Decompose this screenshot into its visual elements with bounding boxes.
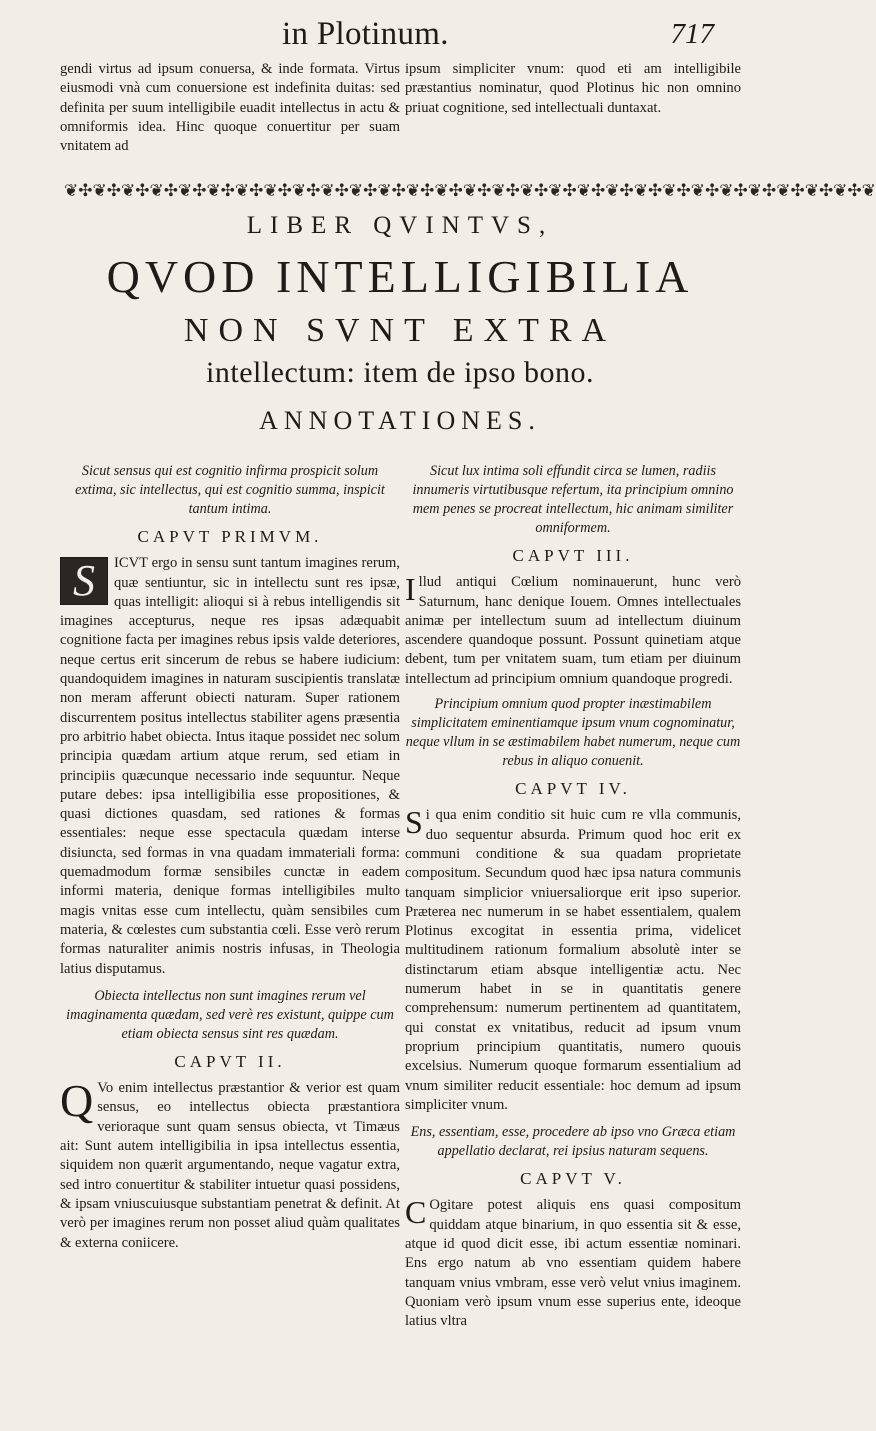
decorated-initial: S: [60, 557, 108, 605]
top-right-text: ipsum simpliciter vnum: quod eti am intelligibile præstantius nominatur, quod Plotinus hic non omnino priuat cognitione, sed intellectuali duntaxat.: [405, 61, 741, 116]
chapter-text: llud antiqui Cœlium nominauerunt, hunc verò Saturnum, hanc denique Iouem. Omnes intellectuales animæ per intellectum suum ad intellectum diuinum ascendere quandoque possunt. Possunt quinetiam atque debent, tum per vnitatem suam, tum etiam per diuinum intellectum ad principium omnium quandoque progredi.: [405, 574, 741, 687]
top-left-text: gendi virtus ad ipsum conuersa, & inde formata. Virtus eiusmodi vnà cum conuersione est indefinita duitas: sed definita per suum intelligibile euadit intellectus in actu & omniformis idea. Hinc quoque conuertitur per suam vnitatem ad: [60, 61, 400, 155]
argument-note: Ens, essentiam, esse, procedere ab ipso vno Græca etiam appellatio declarat, rei ipsius naturam sequens.: [410, 1124, 736, 1160]
chapter-heading: CAPVT V.: [520, 1169, 626, 1189]
chapter-heading: CAPVT PRIMVM.: [137, 527, 323, 546]
argument-note: Sicut sensus qui est cognitio infirma prospicit solum extima, sic intellectus, qui est cognitio summa, inspicit tantum intima.: [75, 463, 385, 517]
chapter-heading: CAPVT III.: [512, 546, 634, 565]
chapter-paragraph: [60, 1075, 400, 1253]
page-header: [0, 14, 800, 58]
chapter-paragraph: [405, 573, 741, 689]
annotationes-heading: ANNOTATIONES.: [259, 406, 541, 435]
main-title-line-3: intellectum: item de ipso bono.: [206, 356, 594, 389]
chapter-paragraph: [405, 1196, 741, 1331]
chapter-text: ICVT ergo in sensu sunt tantum imagines rerum, quæ sentiuntur, sic in intellectu sunt res ipsæ, quas intelligit: alioqui si à rebus intelligendis sit imagines accepturus, neque res ipsas adæquabit cognitione facta per imagines rebus ipsis valde deteriores, neque certus erit sincerum de rebus se habere iudicium: quandoquidem imagines in naturam suscipientis translatæ non meram afferunt obiecti naturam. Super rationem discurrentem positus intellectus stabiliter agens præsentia pro arbitrio habet obiecta. Intus itaque possidet nec solum principia quædam artium atque rerum, sed etiam in principiis quæcunque necessario inde sequuntur. Neque putare debes: ipsa intelligibilia esse propositiones, & quasi dictiones quasdam, sed rationes & formas essentiales: neque esse spectacula quædam interse disiuncta, sed formas in vna quadam immateriali forma: quemadmodum formæ sensibiles cunctæ in eadem informi materia, denique formas intelligibiles multo magis vnitas esse cum intellectu, quàm sensibiles cum materia, & cœlestes cum substantia cœli. Esse verò rerum formas naturaliter animis nostris infusas, in Theologia latius disputamus.: [60, 555, 400, 977]
top-right-column: [405, 60, 741, 118]
chapter-paragraph: [60, 554, 400, 979]
chapter-paragraph: [405, 806, 741, 1115]
drop-initial: S: [405, 804, 423, 841]
argument-note: Obiecta intellectus non sunt imagines rerum vel imaginamenta quædam, sed verè res existunt, quippe cum etiam obiecta sensus sint res quædam.: [66, 987, 394, 1042]
page-number: 717: [670, 18, 714, 50]
chapter-heading: CAPVT II.: [174, 1051, 286, 1071]
left-column: [60, 462, 400, 1253]
top-left-column: [60, 60, 400, 156]
drop-initial: Q: [60, 1075, 94, 1127]
ornamental-divider: ❦✣❦✣❦✣❦✣❦✣❦✣❦✣❦✣❦✣❦✣❦✣❦✣❦✣❦✣❦✣❦✣❦✣❦✣❦✣❦✣❦✣❦✣❦✣❦✣❦✣❦✣❦✣❦✣❦: [64, 181, 876, 200]
chapter-text: Ogitare potest aliquis ens quasi compositum quiddam atque binarium, in quo essentia sit & esse, atque id quod dicit esse, ibi actum essentiæ nominari. Ens ergo natum ab vno essentiam quidem habere tanquam vnius vmbram, esse verò velut vnius imaginem. Quoniam verò ipsum vnum esse superius ente, ideoque latius vltra: [405, 1197, 741, 1330]
drop-initial: I: [405, 571, 416, 608]
main-title-line-2: NON SVNT EXTRA: [183, 312, 617, 349]
chapter-text: i qua enim conditio sit huic cum re vlla communis, duo sequentur absurda. Primum quod hoc erit ex communi conditione & sua quadam proprietate compositum. Secundum quod hæc ipsa natura communis tanquam simplicior vniuersaliorque erit ipso superior. Præterea nec numerum in se habet essentialem, qualem Plotinus excogitat in essentia prima, videlicet multitudinem rationum formalium absolutè inter se distinctarum etiam absque intelligentiæ actu. Nec numerum habet in se in quantitatis genere comprehensum: numerum pertinentem ad quantitatem, qui constat ex vnitatibus, reducit ad ipsum vnum proprium principium quantitatis, numero quouis excelsius. Numerum quoque formarum essentialium ad vnum similiter reducit essentiale: hoc demum ad ipsum simpliciter vnum.: [405, 807, 741, 1113]
drop-initial: C: [405, 1194, 427, 1231]
chapter-text: Vo enim intellectus præstantior & verior est quam sensus, eo intellectus obiecta præstantiora verioraque sunt quam sensus obiecta, vt Timæus ait: Sunt autem intelligibilia in ipsa intellectus essentia, siquidem non quærit argumentando, neque vagatur extra, sed intro conuertitur & stabiliter intuetur quasi possidens, & ipsam vniuscuiusque substantiam penetrat & definit. At verò per imagines rerum non posset aliud quàm qualitates & externa coniicere.: [60, 1080, 400, 1251]
running-title: in Plotinum.: [282, 16, 449, 52]
argument-note: Sicut lux intima soli effundit circa se lumen, radiis innumeris virtutibusque refertum, ita principium omnino mem penes se procreat intellectum, hic animam similiter omniformem.: [412, 463, 734, 536]
chapter-heading: CAPVT IV.: [515, 779, 631, 799]
right-column: [405, 462, 741, 1332]
book-label: LIBER QVINTVS,: [246, 212, 554, 239]
main-title: QVOD INTELLIGIBILIA: [106, 251, 694, 302]
argument-note: Principium omnium quod propter inæstimabilem simplicitatem eminentiamque ipsum vnum cognominatur, neque vllum in se æstimabilem habet numerum, neque cum rebus in aliquo conuenit.: [405, 696, 741, 770]
